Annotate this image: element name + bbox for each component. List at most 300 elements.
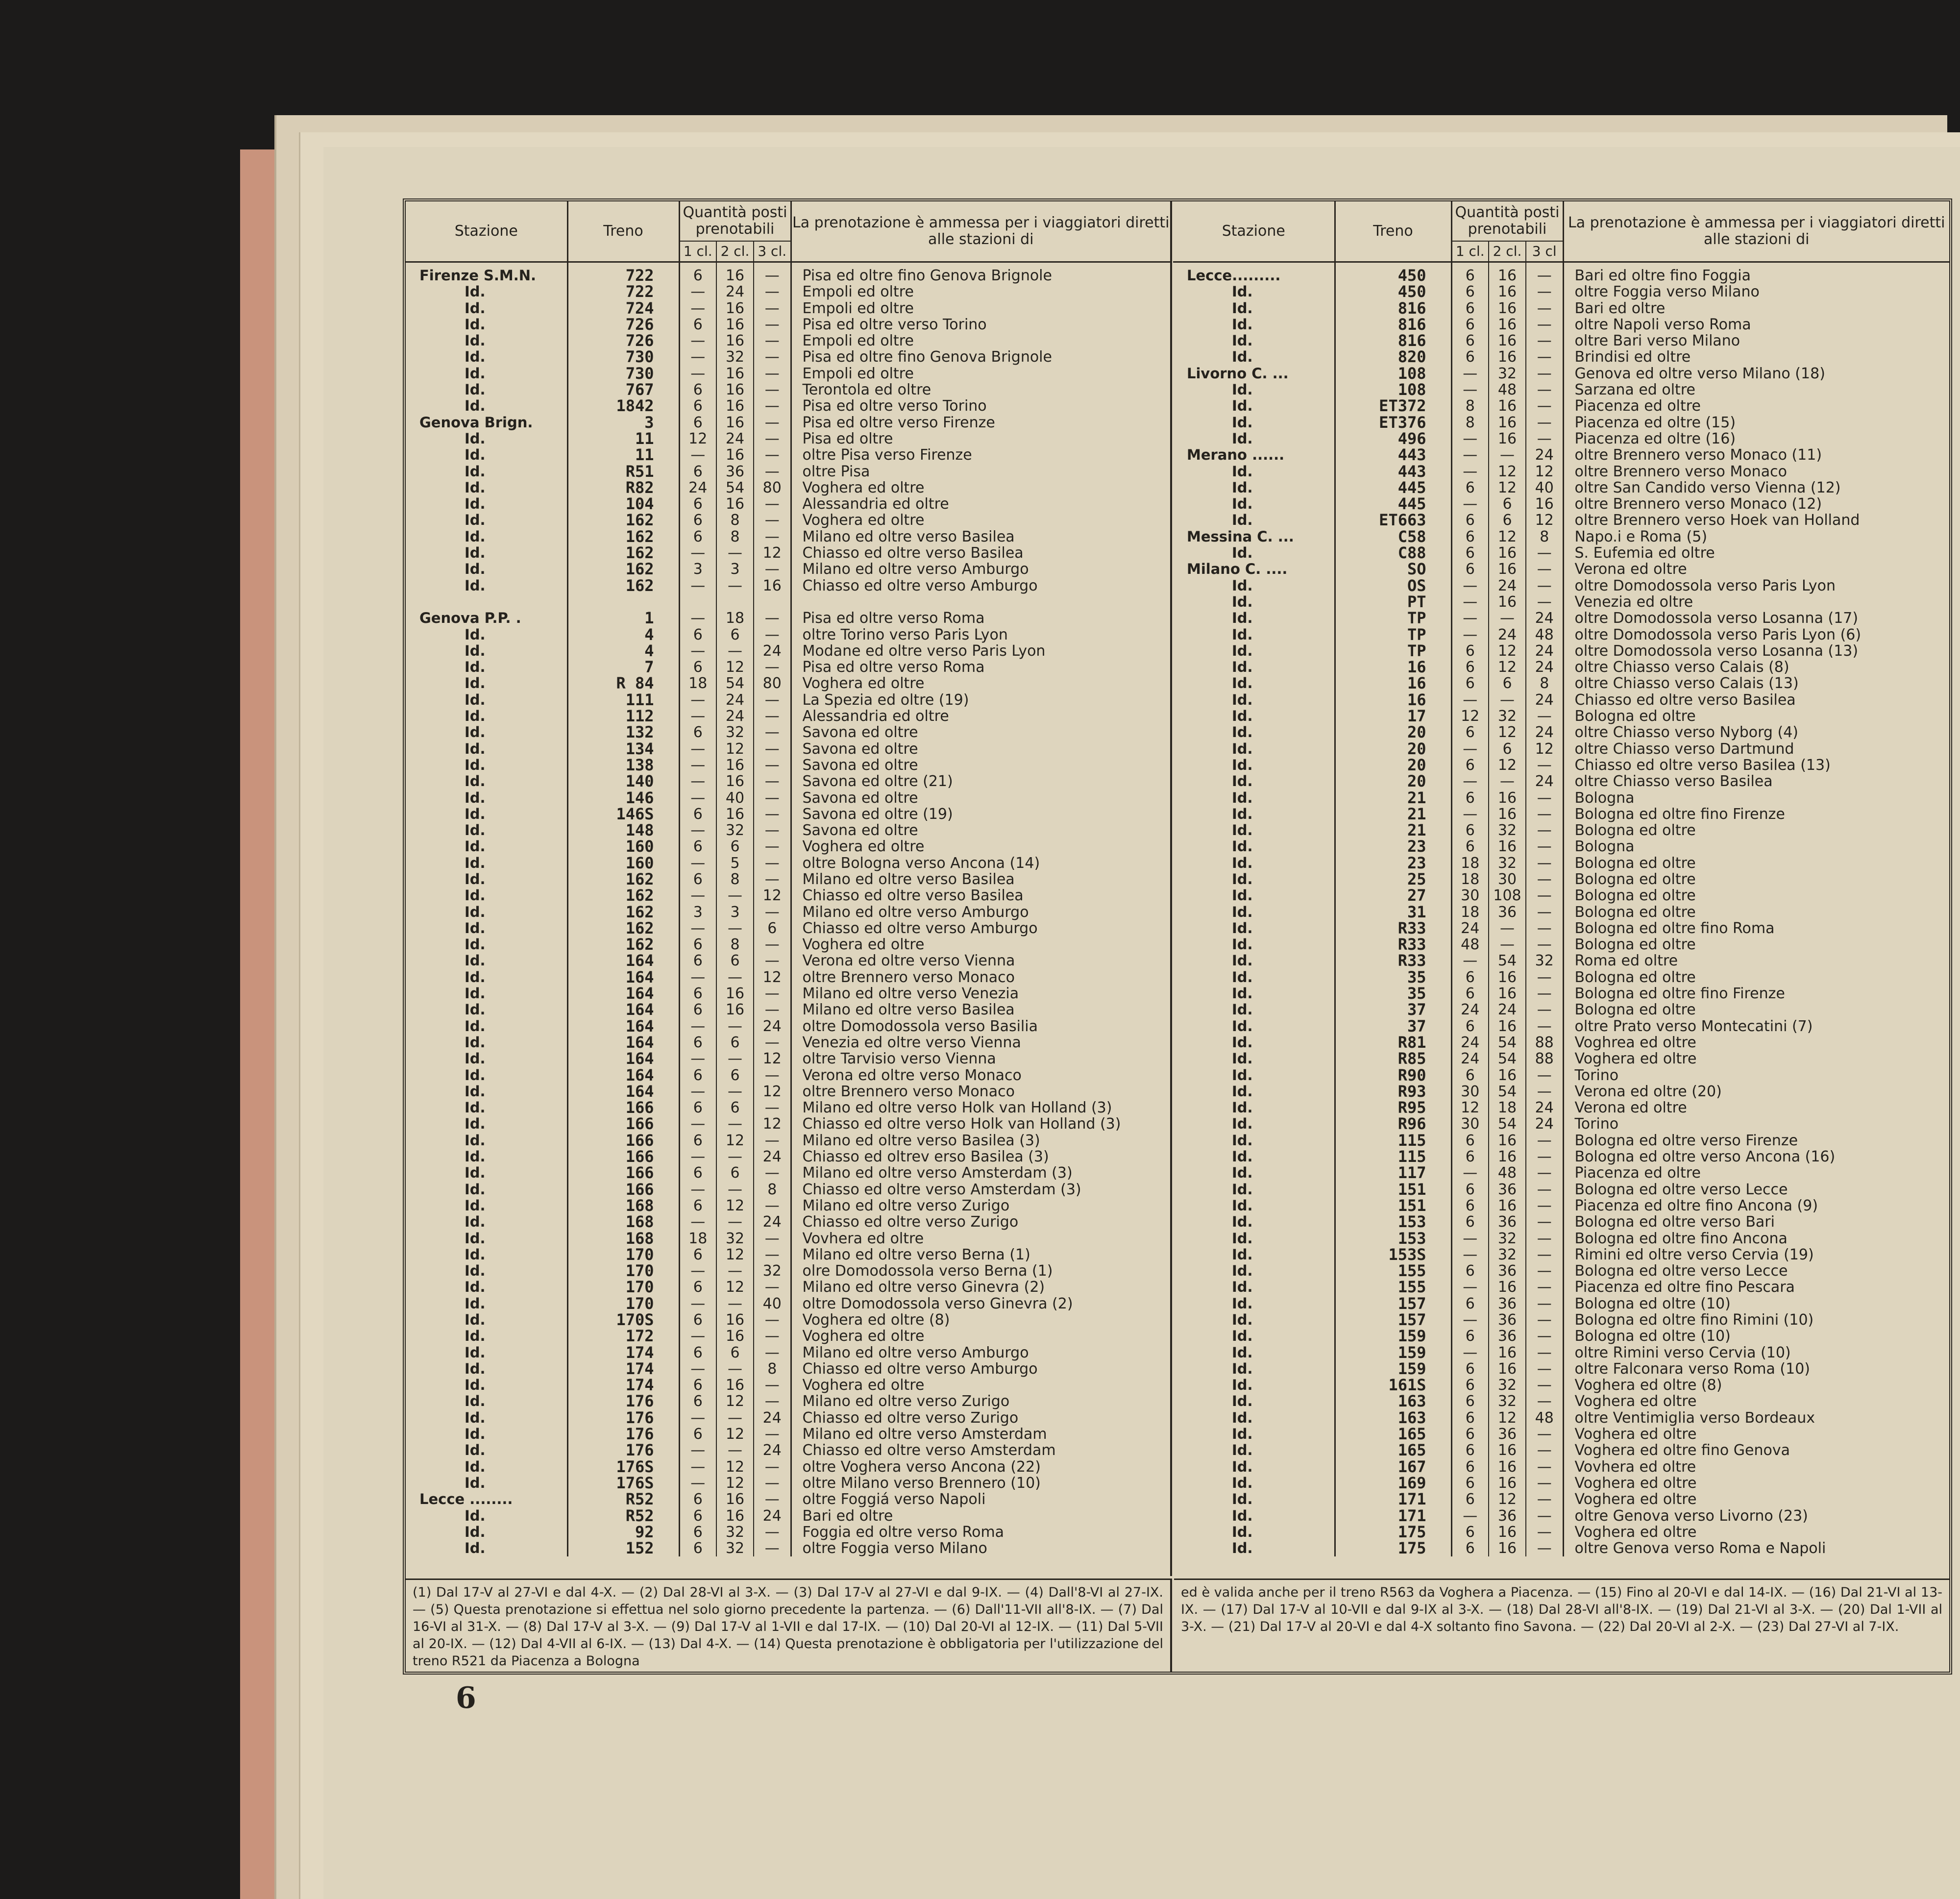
train-cell: 111 xyxy=(567,692,679,708)
train-cell: C88 xyxy=(1335,545,1451,561)
table-row xyxy=(1173,594,1949,610)
destination-cell: Pisa ed oltre fino Genova Brignole xyxy=(791,349,1170,365)
class2-seats: 16 xyxy=(716,415,754,431)
table-row xyxy=(406,1328,1170,1344)
class3-seats: 32 xyxy=(1526,953,1563,969)
table-row xyxy=(1173,1540,1949,1556)
class1-seats: — xyxy=(679,1116,716,1132)
header-class-2: 2 cl. xyxy=(716,241,754,262)
train-cell: 151 xyxy=(1335,1182,1451,1198)
class2-seats: 8 xyxy=(716,871,754,888)
train-cell: 146 xyxy=(567,790,679,806)
class1-seats: — xyxy=(679,969,716,986)
destination-cell: Milano ed oltre verso Basilea xyxy=(791,529,1170,545)
class2-seats: 54 xyxy=(1489,1084,1526,1100)
class2-seats: 16 xyxy=(716,1508,754,1524)
class2-seats: 12 xyxy=(716,1459,754,1475)
table-row xyxy=(1173,1442,1949,1458)
class2-seats: 16 xyxy=(716,447,754,463)
class1-seats: — xyxy=(679,1442,716,1458)
train-cell: 16 xyxy=(1335,692,1451,708)
destination-cell: Rimini ed oltre verso Cervia (19) xyxy=(1563,1247,1949,1263)
class3-seats: — xyxy=(754,757,791,773)
class1-seats: 6 xyxy=(679,659,716,675)
class3-seats: 12 xyxy=(754,1084,791,1100)
train-cell: 162 xyxy=(567,578,679,594)
class1-seats: 6 xyxy=(679,1067,716,1084)
class2-seats: 24 xyxy=(716,431,754,447)
destination-cell: Milano ed oltre verso Amburgo xyxy=(791,1345,1170,1361)
class2-seats: 108 xyxy=(1489,888,1526,904)
table-row xyxy=(406,1442,1170,1458)
table-row xyxy=(406,1508,1170,1524)
table-row xyxy=(406,594,1170,610)
destination-cell: Voghera ed oltre xyxy=(1563,1393,1949,1409)
class1-seats: — xyxy=(679,1361,716,1377)
train-cell: 3 xyxy=(567,415,679,431)
class3-seats: — xyxy=(1526,839,1563,855)
station-cell: Id. xyxy=(1232,512,1253,529)
destination-cell: Chiasso ed oltre verso Zurigo xyxy=(791,1214,1170,1230)
table-row xyxy=(406,953,1170,969)
station-cell: Id. xyxy=(1232,757,1253,773)
class1-seats: — xyxy=(679,773,716,789)
class2-seats: 16 xyxy=(1489,1018,1526,1035)
class3-seats: 48 xyxy=(1526,1410,1563,1426)
station-cell: Id. xyxy=(465,708,486,725)
class3-seats: 32 xyxy=(754,1263,791,1279)
table-row xyxy=(406,1084,1170,1100)
station-cell: Id. xyxy=(465,561,486,578)
class3-seats: — xyxy=(1526,969,1563,986)
class3-seats: — xyxy=(754,659,791,675)
class1-seats: 6 xyxy=(1451,1067,1489,1084)
destination-cell: oltre Ventimiglia verso Bordeaux xyxy=(1563,1410,1949,1426)
class3-seats: — xyxy=(754,1133,791,1149)
station-cell: Id. xyxy=(465,479,486,496)
train-cell: 1842 xyxy=(567,398,679,414)
class1-seats: — xyxy=(679,1051,716,1067)
table-row xyxy=(1173,398,1949,414)
class3-seats: — xyxy=(754,986,791,1002)
class3-seats: — xyxy=(754,724,791,740)
train-cell: 21 xyxy=(1335,790,1451,806)
destination-cell: Savona ed oltre xyxy=(791,757,1170,773)
station-cell: Id. xyxy=(1232,398,1253,415)
table-row xyxy=(1173,659,1949,675)
train-cell: 169 xyxy=(1335,1475,1451,1491)
table-row xyxy=(1173,888,1949,904)
table-row xyxy=(406,1540,1170,1556)
class1-seats: 6 xyxy=(679,1508,716,1524)
class2-seats: 16 xyxy=(1489,300,1526,317)
class3-seats: — xyxy=(1526,920,1563,937)
class1-seats: 12 xyxy=(1451,1100,1489,1116)
class2-seats: — xyxy=(716,1361,754,1377)
class3-seats: — xyxy=(754,1231,791,1247)
train-cell: 155 xyxy=(1335,1279,1451,1295)
class1-seats: — xyxy=(679,349,716,365)
station-cell: Id. xyxy=(1232,349,1253,366)
table-row xyxy=(406,431,1170,447)
class1-seats: 24 xyxy=(679,480,716,496)
station-cell: Id. xyxy=(465,659,486,676)
class3-seats: — xyxy=(754,904,791,920)
class3-seats: — xyxy=(754,447,791,463)
class1-seats: — xyxy=(679,578,716,594)
class3-seats: 8 xyxy=(754,1361,791,1377)
class2-seats: — xyxy=(1489,692,1526,708)
reservation-table xyxy=(403,198,1952,1675)
class3-seats: — xyxy=(754,415,791,431)
station-cell: Id. xyxy=(1232,642,1253,659)
class2-seats: 24 xyxy=(1489,578,1526,594)
class3-seats: — xyxy=(754,871,791,888)
train-cell: 175 xyxy=(1335,1524,1451,1540)
class2-seats: 12 xyxy=(1489,643,1526,659)
class2-seats: 16 xyxy=(716,1312,754,1328)
header-seats: Quantità posti prenotabili xyxy=(1451,201,1563,241)
destination-cell: Milano ed oltre verso Ginevra (2) xyxy=(791,1279,1170,1295)
train-cell: 176 xyxy=(567,1410,679,1426)
class3-seats: — xyxy=(754,317,791,333)
train-cell: 164 xyxy=(567,1035,679,1051)
destination-cell: oltre Pisa verso Firenze xyxy=(791,447,1170,463)
destination-cell: Bologna ed oltre verso Lecce xyxy=(1563,1263,1949,1279)
class2-seats: 18 xyxy=(1489,1100,1526,1116)
class3-seats: 24 xyxy=(1526,643,1563,659)
class3-seats: — xyxy=(1526,937,1563,953)
header-class-1: 1 cl. xyxy=(1451,241,1489,262)
class2-seats: 16 xyxy=(1489,415,1526,431)
table-row xyxy=(1173,1345,1949,1361)
station-cell: Id. xyxy=(465,1230,486,1247)
station-cell: Id. xyxy=(465,1116,486,1133)
destination-cell: Pisa ed oltre verso Firenze xyxy=(791,415,1170,431)
destination-cell: Chiasso ed oltre verso Holk van Holland (3) xyxy=(791,1116,1170,1132)
destination-cell: Venezia ed oltre verso Vienna xyxy=(791,1035,1170,1051)
station-cell: Id. xyxy=(465,447,486,464)
destination-cell: Piacenza ed oltre (15) xyxy=(1563,415,1949,431)
class1-seats: — xyxy=(1451,1345,1489,1361)
table-row xyxy=(406,1491,1170,1507)
destination-cell: Vovhera ed oltre xyxy=(1563,1459,1949,1475)
station-cell: Id. xyxy=(465,839,486,855)
class3-seats: — xyxy=(1526,1247,1563,1263)
class2-seats: — xyxy=(716,578,754,594)
train-cell: 175 xyxy=(1335,1540,1451,1556)
train-cell: 722 xyxy=(567,262,679,284)
train-cell: 166 xyxy=(567,1182,679,1198)
class2-seats: 12 xyxy=(716,1426,754,1442)
class3-seats: 24 xyxy=(754,643,791,659)
class3-seats: — xyxy=(1526,415,1563,431)
train-cell: 148 xyxy=(567,822,679,839)
class1-seats: — xyxy=(679,741,716,757)
table-row xyxy=(406,1018,1170,1035)
class3-seats: — xyxy=(754,333,791,349)
class3-seats: — xyxy=(754,1475,791,1491)
station-cell: Id. xyxy=(465,1051,486,1067)
destination-cell: oltre Chiasso verso Calais (13) xyxy=(1563,675,1949,691)
train-cell: 21 xyxy=(1335,806,1451,822)
train-cell: 108 xyxy=(1335,366,1451,382)
table-row xyxy=(406,790,1170,806)
class3-seats: 12 xyxy=(1526,512,1563,528)
class1-seats: 6 xyxy=(1451,1361,1489,1377)
class3-seats xyxy=(754,594,791,610)
class3-seats: 12 xyxy=(754,545,791,561)
class3-seats: — xyxy=(1526,431,1563,447)
class3-seats: — xyxy=(754,1459,791,1475)
table-row xyxy=(1173,1002,1949,1018)
train-cell: R95 xyxy=(1335,1100,1451,1116)
class3-seats: 16 xyxy=(754,578,791,594)
destination-cell: oltre Foggia verso Milano xyxy=(1563,284,1949,300)
destination-cell: Pisa ed oltre verso Roma xyxy=(791,659,1170,675)
class2-seats: 8 xyxy=(716,937,754,953)
class2-seats: — xyxy=(716,920,754,937)
destination-cell: Alessandria ed oltre xyxy=(791,496,1170,512)
train-cell: 35 xyxy=(1335,969,1451,986)
station-cell: Id. xyxy=(465,953,486,969)
class3-seats: — xyxy=(1526,1149,1563,1165)
station-cell: Id. xyxy=(465,1100,486,1116)
class1-seats: — xyxy=(1451,953,1489,969)
station-cell: Genova P.P. . xyxy=(419,610,521,627)
destination-cell: Voghera ed oltre xyxy=(791,1377,1170,1393)
table-row xyxy=(406,1393,1170,1409)
destination-cell: La Spezia ed oltre (19) xyxy=(791,692,1170,708)
class3-seats: — xyxy=(754,1067,791,1084)
class3-seats: 24 xyxy=(1526,610,1563,626)
destination-cell: oltre Brennero verso Hoek van Holland xyxy=(1563,512,1949,528)
station-cell: Id. xyxy=(1232,496,1253,513)
station-cell: Id. xyxy=(1232,1100,1253,1116)
class1-seats: 6 xyxy=(679,986,716,1002)
station-cell: Id. xyxy=(1232,1393,1253,1410)
class3-seats: — xyxy=(754,708,791,724)
destination-cell: Bologna ed oltre xyxy=(1563,871,1949,888)
train-cell: 164 xyxy=(567,953,679,969)
class2-seats: 16 xyxy=(1489,317,1526,333)
station-cell: Id. xyxy=(465,1067,486,1084)
class2-seats: 16 xyxy=(1489,1459,1526,1475)
station-cell: Id. xyxy=(1232,1181,1253,1198)
station-cell: Id. xyxy=(1232,316,1253,333)
class1-seats: — xyxy=(1451,1312,1489,1328)
table-row xyxy=(406,262,1170,284)
class1-seats: — xyxy=(1451,431,1489,447)
class3-seats: 40 xyxy=(1526,480,1563,496)
train-cell: 165 xyxy=(1335,1442,1451,1458)
table-row xyxy=(1173,1067,1949,1084)
class1-seats: 12 xyxy=(679,431,716,447)
table-row xyxy=(406,545,1170,561)
destination-cell: Genova ed oltre verso Milano (18) xyxy=(1563,366,1949,382)
destination-cell: Sarzana ed oltre xyxy=(1563,382,1949,398)
table-row xyxy=(1173,447,1949,463)
class1-seats: — xyxy=(1451,496,1489,512)
class1-seats: 48 xyxy=(1451,937,1489,953)
destination-cell: Empoli ed oltre xyxy=(791,284,1170,300)
table-row xyxy=(406,561,1170,577)
train-cell: 445 xyxy=(1335,496,1451,512)
class3-seats: — xyxy=(1526,262,1563,284)
table-row xyxy=(406,643,1170,659)
table-row xyxy=(1173,333,1949,349)
table-row xyxy=(406,317,1170,333)
class2-seats: 16 xyxy=(716,1328,754,1344)
class3-seats: 48 xyxy=(1526,627,1563,643)
class2-seats: 36 xyxy=(1489,1328,1526,1344)
table-row xyxy=(1173,366,1949,382)
station-cell: Id. xyxy=(465,430,486,447)
class2-seats: 16 xyxy=(1489,806,1526,822)
class3-seats: — xyxy=(754,790,791,806)
destination-cell: Bologna ed oltre (10) xyxy=(1563,1328,1949,1344)
table-row xyxy=(1173,1051,1949,1067)
station-cell: Id. xyxy=(465,284,486,300)
class1-seats: 3 xyxy=(679,904,716,920)
table-row xyxy=(1173,1410,1949,1426)
station-cell: Id. xyxy=(1232,806,1253,822)
class2-seats: 16 xyxy=(1489,1361,1526,1377)
destination-cell: Bologna ed oltre fino Rimini (10) xyxy=(1563,1312,1949,1328)
class3-seats: — xyxy=(754,1279,791,1295)
class3-seats: — xyxy=(1526,1328,1563,1344)
destination-cell: Savona ed oltre xyxy=(791,724,1170,740)
class1-seats: — xyxy=(1451,1247,1489,1263)
station-cell: Id. xyxy=(1232,577,1253,594)
class2-seats: 12 xyxy=(716,1279,754,1295)
class2-seats: 48 xyxy=(1489,382,1526,398)
class1-seats: — xyxy=(1451,1508,1489,1524)
train-cell: 1 xyxy=(567,610,679,626)
destination-cell: oltre Domodossola verso Paris Lyon xyxy=(1563,578,1949,594)
station-cell: Id. xyxy=(465,675,486,692)
class3-seats: — xyxy=(1526,1263,1563,1279)
class1-seats: 6 xyxy=(1451,1377,1489,1393)
table-row xyxy=(406,675,1170,691)
class3-seats: — xyxy=(1526,757,1563,773)
class2-seats: 12 xyxy=(1489,1410,1526,1426)
destination-cell: Milano ed oltre verso Basilea (3) xyxy=(791,1133,1170,1149)
train-cell: 171 xyxy=(1335,1491,1451,1507)
train-cell: OS xyxy=(1335,578,1451,594)
class1-seats: 6 xyxy=(679,262,716,284)
header-class-1: 1 cl. xyxy=(679,241,716,262)
train-cell: R33 xyxy=(1335,937,1451,953)
class3-seats: — xyxy=(1526,1426,1563,1442)
station-cell: Id. xyxy=(1232,724,1253,741)
station-cell: Id. xyxy=(1232,1458,1253,1475)
class1-seats: 6 xyxy=(1451,1540,1489,1556)
table-row xyxy=(406,1345,1170,1361)
station-cell: Id. xyxy=(1232,430,1253,447)
class2-seats: 16 xyxy=(1489,1198,1526,1214)
station-cell: Id. xyxy=(1232,1197,1253,1214)
header-class-2: 2 cl. xyxy=(1489,241,1526,262)
class1-seats: 6 xyxy=(679,806,716,822)
train-cell: 37 xyxy=(1335,1018,1451,1035)
class1-seats: 6 xyxy=(1451,969,1489,986)
destination-cell: Milano ed oltre verso Amsterdam xyxy=(791,1426,1170,1442)
station-cell: Id. xyxy=(1232,333,1253,349)
train-cell: 20 xyxy=(1335,724,1451,740)
class1-seats: 6 xyxy=(1451,1182,1489,1198)
class3-seats: — xyxy=(1526,822,1563,839)
train-cell: 115 xyxy=(1335,1133,1451,1149)
class2-seats: 48 xyxy=(1489,1165,1526,1181)
station-cell: Id. xyxy=(465,1442,486,1459)
train-cell: 496 xyxy=(1335,431,1451,447)
destination-cell: oltre Falconara verso Roma (10) xyxy=(1563,1361,1949,1377)
destination-cell: Chiasso ed oltrev erso Basilea (3) xyxy=(791,1149,1170,1165)
destination-cell: Chiasso ed oltre verso Amsterdam xyxy=(791,1442,1170,1458)
class1-seats: 6 xyxy=(679,1247,716,1263)
destination-cell: Verona ed oltre xyxy=(1563,561,1949,577)
destination-cell: oltre Brennero verso Monaco xyxy=(791,1084,1170,1100)
table-row xyxy=(1173,1018,1949,1035)
station-cell: Id. xyxy=(1232,839,1253,855)
table-row xyxy=(406,1361,1170,1377)
class3-seats: — xyxy=(1526,1312,1563,1328)
train-cell: 31 xyxy=(1335,904,1451,920)
station-cell: Id. xyxy=(1232,479,1253,496)
class3-seats: — xyxy=(1526,1345,1563,1361)
destination-cell: oltre Rimini verso Cervia (10) xyxy=(1563,1345,1949,1361)
class2-seats: 12 xyxy=(716,741,754,757)
destination-cell: oltre Bari verso Milano xyxy=(1563,333,1949,349)
destination-cell: Bologna ed oltre fino Firenze xyxy=(1563,986,1949,1002)
class1-seats: 6 xyxy=(1451,1296,1489,1312)
train-cell: 164 xyxy=(567,1002,679,1018)
class1-seats: — xyxy=(679,1084,716,1100)
train-cell: 816 xyxy=(1335,300,1451,317)
header-class-3: 3 cl. xyxy=(754,241,791,262)
destination-cell: Piacenza ed oltre xyxy=(1563,1165,1949,1181)
destination-cell: Voghera ed oltre xyxy=(1563,1051,1949,1067)
table-row xyxy=(406,447,1170,463)
class2-seats: 12 xyxy=(716,1247,754,1263)
station-cell: Id. xyxy=(465,1360,486,1377)
class2-seats: 32 xyxy=(1489,855,1526,871)
train-cell: R52 xyxy=(567,1508,679,1524)
class1-seats: — xyxy=(679,855,716,871)
station-cell: Id. xyxy=(1232,1067,1253,1084)
class1-seats: — xyxy=(679,757,716,773)
train-cell: 445 xyxy=(1335,480,1451,496)
table-row xyxy=(1173,284,1949,300)
table-row xyxy=(1173,1361,1949,1377)
class3-seats: — xyxy=(1526,333,1563,349)
class2-seats: 24 xyxy=(716,692,754,708)
table-row xyxy=(1173,1263,1949,1279)
station-cell: Id. xyxy=(465,1344,486,1361)
destination-cell: oltre Domodossola verso Paris Lyon (6) xyxy=(1563,627,1949,643)
class3-seats: — xyxy=(1526,1002,1563,1018)
destination-cell: Bologna ed oltre xyxy=(1563,708,1949,724)
class3-seats: — xyxy=(1526,398,1563,414)
class3-seats: — xyxy=(754,431,791,447)
station-cell: Id. xyxy=(465,1197,486,1214)
class1-seats: 6 xyxy=(679,1198,716,1214)
station-cell: Messina C. ... xyxy=(1187,528,1294,545)
table-row xyxy=(406,415,1170,431)
train-cell: 159 xyxy=(1335,1361,1451,1377)
train-cell: R33 xyxy=(1335,920,1451,937)
